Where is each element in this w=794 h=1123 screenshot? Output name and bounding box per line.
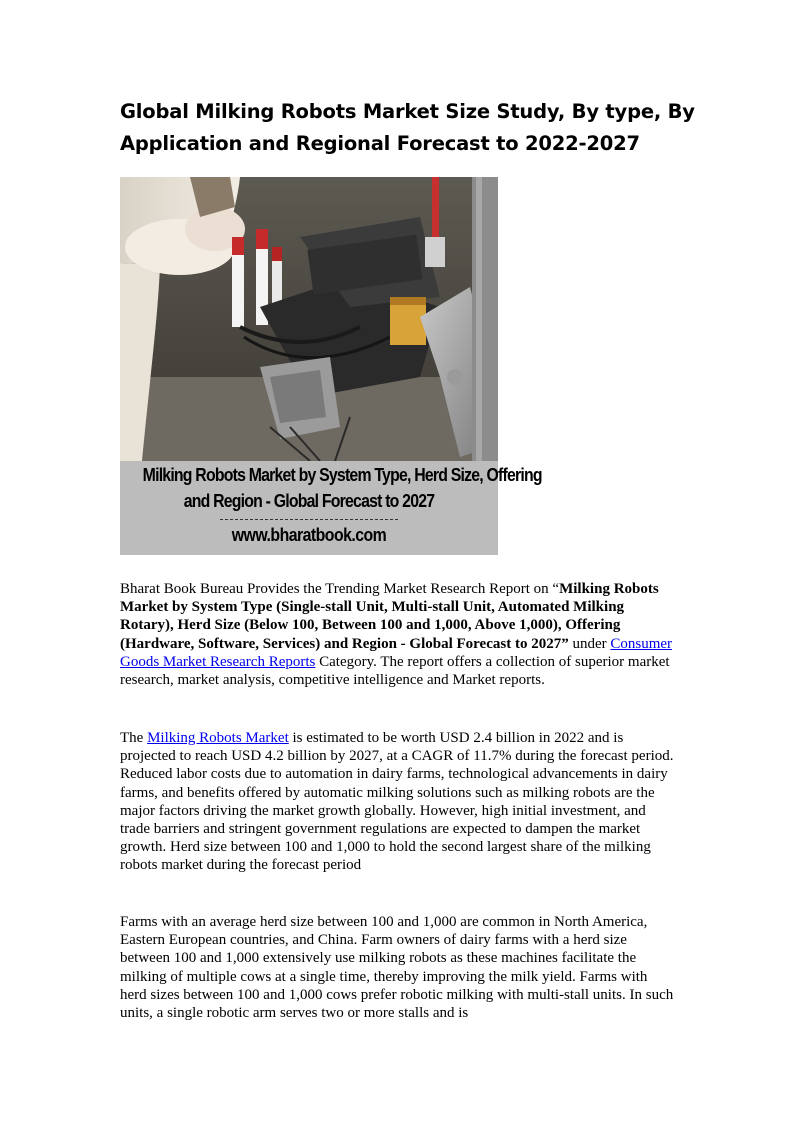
figure-caption-band <box>120 461 542 555</box>
paragraph-intro <box>120 580 676 689</box>
report-title-bold: Milking Robots Market by System Type (Single-stall Unit, Multi-stall Unit, Automated Milking Rotary), Herd Size (Below 100, Between 100 and 1,000, Above 1,000), Offering (Hardware, Software, Services) and Region - Global Forecast to 2027” <box>120 581 659 652</box>
milking-robot-photo <box>120 177 498 461</box>
paragraph-herd-size: Farms with an average herd size between 100 and 1,000 are common in North America, Eastern European countries, and China. Farm owners of dairy farms with a herd size between 100 and 1,000 extensively use milking robots as these machines facilitate the milking of multiple cows at a single time, thereby improving the milk yield. Farms with herd sizes between 100 and 1,000 cows prefer robotic milking with multi-stall units. In such units, a single robotic arm serves two or more stalls and is <box>120 914 674 1022</box>
milking-robots-market-link[interactable]: Milking Robots Market <box>147 730 289 746</box>
consumer-goods-link[interactable]: Consumer Goods Market Research Reports <box>120 635 673 670</box>
caption-line-2: and Region - Global Forecast to 2027 <box>183 491 435 511</box>
caption-line-1: Milking Robots Market by System Type, Herd Size, Offering <box>142 465 542 485</box>
market-lead-text: The <box>120 730 148 746</box>
report-cover-figure <box>120 177 542 555</box>
intro-text: Bharat Book Bureau Provides the Trending Market Research Report on “ <box>120 581 560 597</box>
caption-url: www.bharatbook.com <box>231 525 387 545</box>
under-text: under <box>568 635 611 652</box>
market-rest-text: is estimated to be worth USD 2.4 billion in 2022 and is projected to reach USD 4.2 billion by 2027, at a CAGR of 11.7% during the forecast period. Reduced labor costs due to automation in dairy farms, technological advancements in dairy farms, and benefits offered by automatic milking solutions such as milking robots are the major factors driving the market growth globally. However, high initial investment, and trade barriers and stringent government regulations are expected to dampen the market growth. Herd size between 100 and 1,000 to hold the second largest share of the milking robots market during the forecast period <box>120 730 674 874</box>
intro-rest-text: Category. The report offers a collection of superior market research, market analysis, competitive intelligence and Market reports. <box>120 653 670 689</box>
paragraph-market-size <box>120 729 676 875</box>
page-title: Global Milking Robots Market Size Study, By type, By Application and Regional Forecast to 2022-2027 <box>120 100 695 155</box>
caption-divider <box>220 519 398 520</box>
